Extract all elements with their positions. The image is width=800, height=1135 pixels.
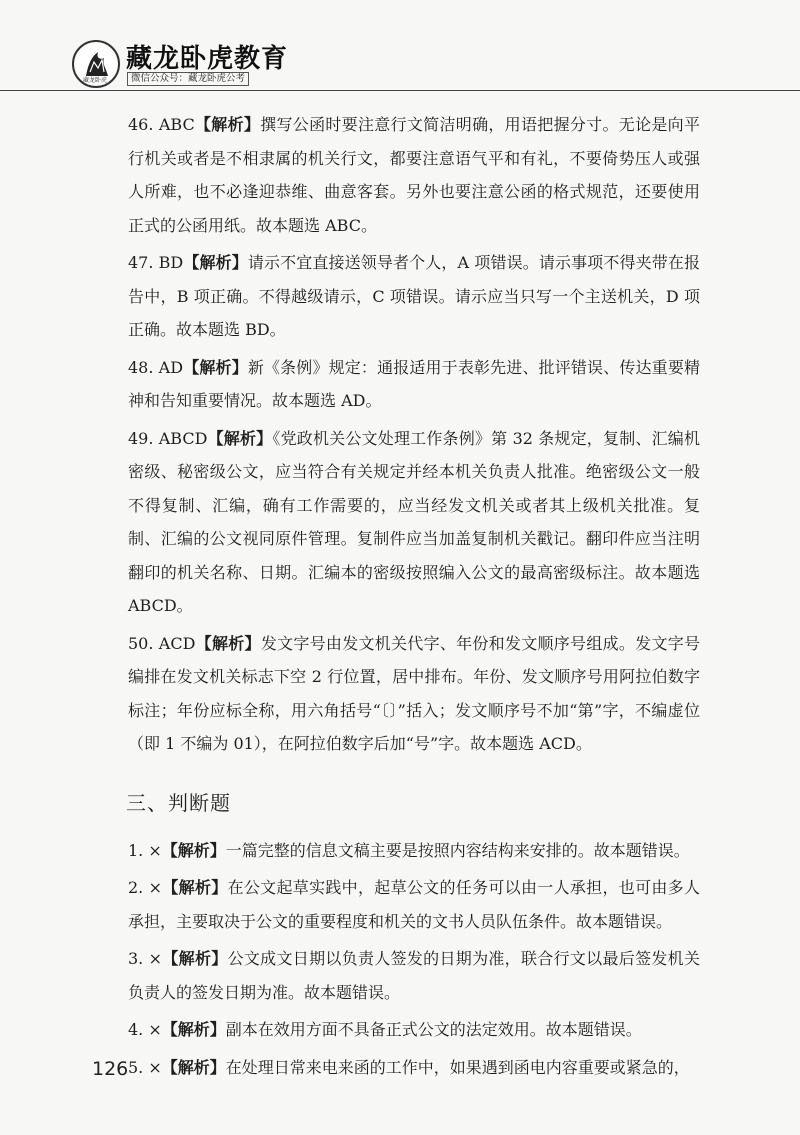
analysis-tag: 【解析】	[194, 115, 261, 134]
judgment-text: 副本在效用方面不具备正式公文的法定效用。故本题错误。	[225, 1020, 642, 1039]
page-number: 126	[92, 1058, 129, 1080]
answer-47	[128, 246, 700, 347]
header-divider	[0, 90, 800, 91]
analysis-tag: 【解析】	[161, 1020, 226, 1039]
answer-text: 请示不宜直接送领导者个人，A 项错误。请示事项不得夹带在报告中，B 项正确。不得越级请示，C 项错误。请示应当只写一个主送机关，D 项正确。故本题选 BD。	[128, 253, 700, 339]
judgment-number: 2. ×	[128, 878, 163, 897]
answer-46	[128, 108, 700, 242]
judgment-text: 在处理日常来电来函的工作中，如果遇到函电内容重要或紧急的，	[225, 1057, 690, 1077]
answer-text: 新《条例》规定：通报适用于表彰先进、批评错误、传达重要精神和告知重要情况。故本题选 AD。	[128, 357, 700, 410]
judgment-text: 公文成文日期以负责人签发的日期为准，联合行文以最后签发机关负责人的签发日期为准。故本题错误。	[128, 949, 700, 1002]
judgment-2	[128, 871, 700, 938]
judgment-text: 在公文起草实践中，起草公文的任务可以由一人承担，也可由多人承担，主要取决于公文的重要程度和机关的文书人员队伍条件。故本题错误。	[128, 878, 700, 931]
answer-number: 47. BD	[128, 253, 184, 272]
judgment-4	[128, 1013, 700, 1047]
analysis-tag: 【解析】	[161, 1057, 226, 1077]
analysis-tag: 【解析】	[162, 878, 228, 897]
answer-50	[128, 627, 700, 761]
judgment-text: 一篇完整的信息文稿主要是按照内容结构来安排的。故本题错误。	[225, 840, 690, 860]
judgment-number: 4. ×	[128, 1020, 162, 1039]
page-header	[0, 0, 800, 92]
analysis-tag: 【解析】	[183, 253, 248, 272]
answer-text: 发文字号由发文机关代字、年份和发文顺序号组成。发文字号编排在发文机关标志下空 2 行位置，居中排布。年份、发文顺序号用阿拉伯数字标注；年份应标全称，用六角括号“〔〕”括入；发文顺序号不加“第”字，不编虚位（即 1 不编为 01），在阿拉伯数字后加“号”字。故本题选 ACD。	[128, 633, 700, 753]
logo-text: 藏龙卧虎	[82, 77, 107, 84]
answer-number: 48. AD	[128, 357, 184, 377]
analysis-tag: 【解析】	[183, 357, 248, 377]
brand-title: 藏龙卧虎教育	[126, 44, 289, 74]
answer-48	[128, 351, 700, 418]
answer-49	[128, 422, 700, 623]
analysis-tag: 【解析】	[161, 840, 226, 860]
analysis-tag: 【解析】	[195, 633, 261, 653]
analysis-tag: 【解析】	[207, 428, 273, 448]
answer-number: 49. ABCD	[128, 428, 208, 448]
brand-subtitle: 微信公众号：藏龙卧虎公考	[127, 72, 249, 86]
judgment-number: 5. ×	[128, 1057, 162, 1077]
judgment-5	[128, 1051, 700, 1085]
analysis-tag: 【解析】	[162, 949, 228, 968]
answer-number: 46. ABC	[128, 115, 195, 134]
section-heading: 三、判断题	[126, 790, 231, 815]
judgment-number: 1. ×	[128, 840, 162, 860]
judgment-number: 3. ×	[128, 949, 163, 968]
answer-text: 《党政机关公文处理工作条例》第 32 条规定，复制、汇编机密级、秘密级公文，应当符合有关规定并经本机关负责人批准。绝密级公文一般不得复制、汇编，确有工作需要的，应当经发文机关或者其上级机关批准。复制、汇编的公文视同原件管理。复制件应当加盖复制机关戳记。翻印件应当注明翻印的机关名称、日期。汇编本的密级按照编入公文的最高密级标注。故本题选 ABCD。	[128, 428, 700, 615]
answer-number: 50. ACD	[128, 633, 196, 653]
judgment-3	[128, 942, 700, 1009]
page-content	[128, 108, 700, 1088]
judgment-1	[128, 834, 700, 868]
answer-text: 撰写公函时要注意行文简洁明确，用语把握分寸。无论是向平行机关或者是不相隶属的机关行文，都要注意语气平和有礼，不要倚势压人或强人所难，也不必逢迎恭维、曲意客套。另外也要注意公函的格式规范，还要使用正式的公函用纸。故本题选 ABC。	[128, 115, 700, 235]
